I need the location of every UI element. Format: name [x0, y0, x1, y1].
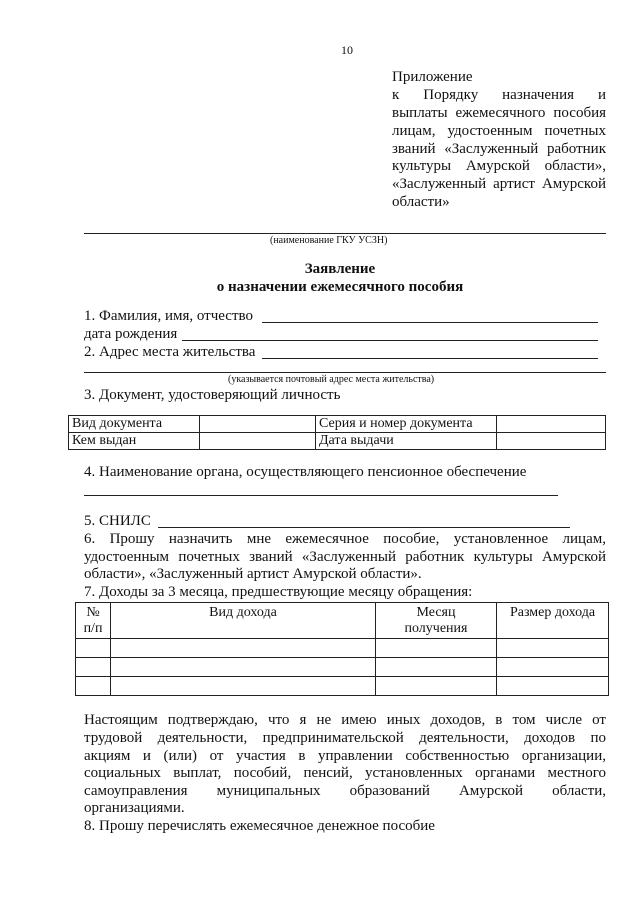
income-cell[interactable] [376, 658, 497, 677]
address-input-line-2[interactable] [84, 372, 606, 373]
appendix-word-appointment: назначения [502, 87, 575, 103]
income-header-amount: Размер дохода [497, 603, 609, 639]
confirm-line-4: социальных выплат, пособий, пенсий, установленных органами местного [84, 765, 606, 781]
appendix-line-7: «Заслуженный артист Амурской [392, 176, 606, 192]
doc-series-label: Серия и номер документа [316, 416, 497, 433]
income-cell[interactable] [111, 658, 376, 677]
doc-type-cell[interactable] [200, 416, 316, 433]
appendix-line-1: Приложение [392, 69, 473, 85]
appendix-line-5: званий «Заслуженный работник [392, 141, 606, 157]
form-subtitle: о назначении ежемесячного пособия [216, 279, 464, 295]
income-row [76, 639, 609, 658]
confirm-line-1: Настоящим подтверждаю, что я не имею иных доходов, в том числе от [84, 712, 606, 728]
income-cell[interactable] [111, 677, 376, 696]
income-label: 7. Доходы за 3 месяца, предшествующие месяцу обращения: [84, 584, 473, 600]
confirm-line-6: организациями. [84, 800, 185, 816]
pension-body-label: 4. Наименование органа, осуществляющего пенсионное обеспечение [84, 464, 527, 480]
income-header-num [76, 603, 111, 639]
income-header-num-2: п/п [83, 621, 103, 636]
form-title: Заявление [304, 261, 376, 277]
org-name-line[interactable] [84, 233, 606, 234]
doc-date-cell[interactable] [497, 433, 606, 450]
birth-label: дата рождения [84, 326, 178, 342]
confirm-line-2: трудовой деятельности, предпринимательской деятельности, доходов по [84, 730, 606, 746]
page-number: 10 [341, 43, 353, 57]
address-caption: (указывается почтовый адрес места жительства) [228, 374, 435, 385]
doc-type-label: Вид документа [69, 416, 200, 433]
appendix-line-3: выплаты ежемесячного пособия [392, 105, 606, 121]
document-label: 3. Документ, удостоверяющий личность [84, 387, 341, 403]
fio-input-line[interactable] [262, 322, 598, 323]
income-cell[interactable] [76, 639, 111, 658]
appendix-line-6: культуры Амурской области», [392, 158, 606, 174]
pension-body-input-line[interactable] [84, 495, 558, 496]
income-cell[interactable] [497, 658, 609, 677]
income-header-month-1: Месяц [416, 605, 456, 620]
payment-label: 8. Прошу перечислять ежемесячное денежное пособие [84, 818, 435, 834]
income-cell[interactable] [376, 639, 497, 658]
confirm-line-5: самоуправления муниципальных образований Амурской области, [84, 783, 606, 799]
income-header-month [376, 603, 497, 639]
income-table [75, 602, 609, 696]
income-cell[interactable] [497, 677, 609, 696]
snils-input-line[interactable] [158, 527, 570, 528]
appendix-line-8: области» [392, 194, 450, 210]
appendix-word-order: Порядку [423, 87, 479, 103]
document-table [68, 415, 606, 450]
income-header-type: Вид дохода [111, 603, 376, 639]
appendix-line-2 [392, 87, 606, 104]
doc-issuer-cell[interactable] [200, 433, 316, 450]
income-header-month-2: получения [404, 621, 468, 636]
address-label: 2. Адрес места жительства [84, 344, 256, 360]
income-row [76, 658, 609, 677]
income-cell[interactable] [497, 639, 609, 658]
address-input-line[interactable] [262, 358, 598, 359]
doc-series-cell[interactable] [497, 416, 606, 433]
income-cell[interactable] [376, 677, 497, 696]
item6-line-3: области», «Заслуженный артист Амурской области». [84, 566, 422, 582]
item6-line-1: 6. Прошу назначить мне ежемесячное пособие, установленное лицам, [84, 531, 606, 547]
org-caption: (наименование ГКУ УСЗН) [270, 235, 388, 246]
appendix-word-k: к [392, 87, 400, 103]
doc-issuer-label: Кем выдан [69, 433, 200, 450]
income-cell[interactable] [76, 658, 111, 677]
appendix-word-and: и [597, 87, 606, 103]
appendix-line-4: лицам, удостоенным почетных [392, 123, 606, 139]
income-header-num-1: № [86, 605, 100, 620]
doc-date-label: Дата выдачи [316, 433, 497, 450]
confirm-line-3: акциям и (или) от участия в управлении собственностью организации, [84, 748, 606, 764]
fio-label: 1. Фамилия, имя, отчество [84, 308, 253, 324]
income-cell[interactable] [76, 677, 111, 696]
birth-input-line[interactable] [182, 340, 598, 341]
income-cell[interactable] [111, 639, 376, 658]
item6-line-2: удостоенным почетных званий «Заслуженный работник культуры Амурской [84, 549, 606, 565]
income-row [76, 677, 609, 696]
snils-label: 5. СНИЛС [84, 513, 151, 529]
